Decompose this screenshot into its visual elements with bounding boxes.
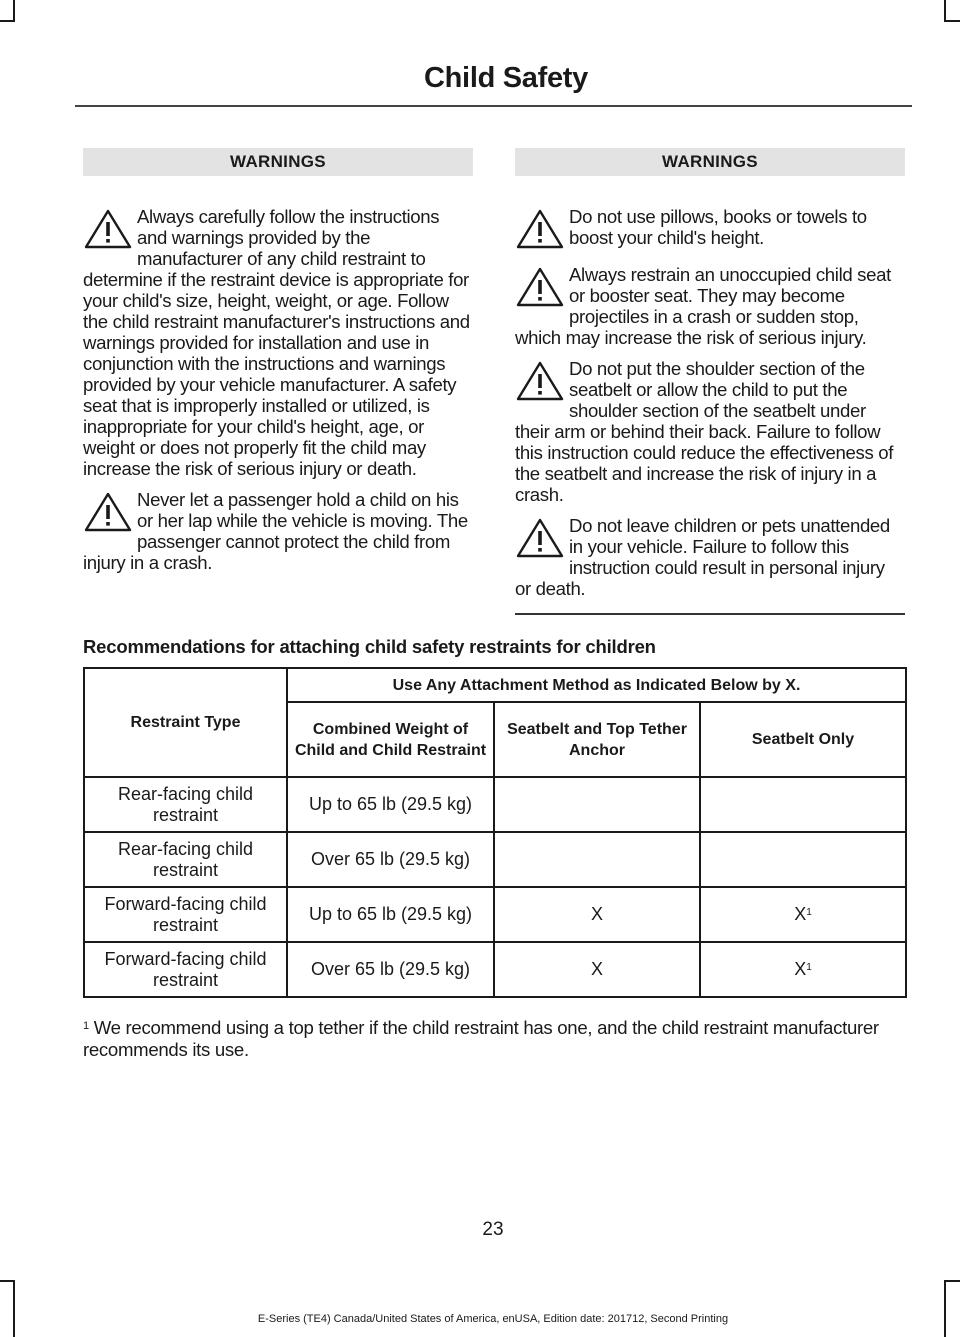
- page-title: Child Safety: [424, 62, 588, 94]
- tether-cell: X: [494, 887, 700, 942]
- column-header: Seatbelt and Top Tether Anchor: [494, 702, 700, 777]
- section-divider: [515, 613, 905, 615]
- column-header: Restraint Type: [84, 668, 287, 777]
- table-header-row: [84, 668, 906, 702]
- crop-mark: [13, 1280, 15, 1337]
- restraint-type-cell: Rear-facing child restraint: [84, 832, 287, 887]
- warning-triangle-icon: [83, 489, 135, 535]
- seatbelt-cell: [700, 887, 906, 942]
- crop-mark: [944, 0, 946, 22]
- weight-cell: Over 65 lb (29.5 kg): [287, 942, 494, 997]
- warning-text: Do not leave children or pets unattended in your vehicle. Failure to follow this instruction could result in personal injury or death.: [515, 515, 890, 599]
- restraint-table: [83, 667, 907, 998]
- tether-cell: [494, 777, 700, 832]
- seatbelt-mark: X: [794, 959, 807, 979]
- seatbelt-cell: [700, 942, 906, 997]
- seatbelt-cell: [700, 832, 906, 887]
- warning-text: Always carefully follow the instructions and warnings provided by the manufacturer of any child restraint to determine if the restraint device is appropriate for your child's size, height, weight, or age. Follow the child restraint manufacturer's instructions and warnings provided for installation and use in conjunction with the instructions and warnings provided by your vehicle manufacturer. A safety seat that is improperly installed or utilized, is inappropriate for your child's height, age, or weight or does not properly fit the child may increase the risk of serious injury or death.: [83, 206, 470, 479]
- seatbelt-mark: X: [794, 904, 807, 924]
- warning-item: [515, 358, 905, 505]
- warning-text: Never let a passenger hold a child on his or her lap while the vehicle is moving. The passenger cannot protect the child from injury in a crash.: [83, 489, 468, 573]
- crop-mark: [0, 20, 15, 22]
- weight-cell: Up to 65 lb (29.5 kg): [287, 777, 494, 832]
- footnote-ref: 1: [806, 962, 812, 973]
- warning-text: Do not put the shoulder section of the seatbelt or allow the child to put the shoulder section of the seatbelt under their arm or behind their back. Failure to follow this instruction could reduce the effectiveness of the seatbelt and increase the risk of injury in a crash.: [515, 358, 894, 505]
- warning-triangle-icon: [515, 264, 567, 310]
- table-row: [84, 942, 906, 997]
- tether-cell: [494, 832, 700, 887]
- table-title: Recommendations for attaching child safety restraints for children: [83, 636, 656, 657]
- warnings-heading: WARNINGS: [515, 148, 905, 176]
- tether-cell: X: [494, 942, 700, 997]
- crop-mark: [0, 1280, 15, 1282]
- column-header: Seatbelt Only: [700, 702, 906, 777]
- page-footer: E-Series (TE4) Canada/United States of America, enUSA, Edition date: 201712, Second Printing: [257, 1313, 729, 1325]
- warnings-heading: WARNINGS: [83, 148, 473, 176]
- restraint-type-cell: Forward-facing child restraint: [84, 942, 287, 997]
- restraint-type-cell: Forward-facing child restraint: [84, 887, 287, 942]
- warning-item: [83, 206, 473, 479]
- footnote-text: We recommend using a top tether if the child restraint has one, and the child restraint manufacturer recommends its use.: [83, 1017, 879, 1060]
- warning-triangle-icon: [83, 206, 135, 252]
- table-row: [84, 887, 906, 942]
- warning-triangle-icon: [515, 358, 567, 404]
- table-row: [84, 777, 906, 832]
- seatbelt-cell: [700, 777, 906, 832]
- crop-mark: [13, 0, 15, 22]
- warning-triangle-icon: [515, 206, 567, 252]
- footnote-ref: 1: [806, 907, 812, 918]
- warnings-right: [515, 148, 905, 615]
- table-row: [84, 832, 906, 887]
- warning-item: [515, 515, 905, 599]
- header-divider: [75, 105, 912, 107]
- warning-item: [515, 206, 905, 252]
- weight-cell: Up to 65 lb (29.5 kg): [287, 887, 494, 942]
- crop-mark: [944, 20, 960, 22]
- warnings-left: [83, 148, 473, 573]
- column-header: Combined Weight of Child and Child Restraint: [287, 702, 494, 777]
- weight-cell: Over 65 lb (29.5 kg): [287, 832, 494, 887]
- warning-text: Always restrain an unoccupied child seat or booster seat. They may become projectiles in a crash or sudden stop, which may increase the risk of serious injury.: [515, 264, 891, 348]
- crop-mark: [944, 1280, 946, 1337]
- warning-triangle-icon: [515, 515, 567, 561]
- crop-mark: [944, 1280, 960, 1282]
- warning-item: [83, 489, 473, 573]
- page-number: 23: [482, 1219, 504, 1240]
- footnote-mark: 1: [83, 1020, 89, 1032]
- warning-text: Do not use pillows, books or towels to boost your child's height.: [569, 206, 867, 248]
- restraint-type-cell: Rear-facing child restraint: [84, 777, 287, 832]
- table-footnote: [83, 1017, 905, 1061]
- group-header: Use Any Attachment Method as Indicated Below by X.: [287, 668, 906, 702]
- warning-item: [515, 264, 905, 348]
